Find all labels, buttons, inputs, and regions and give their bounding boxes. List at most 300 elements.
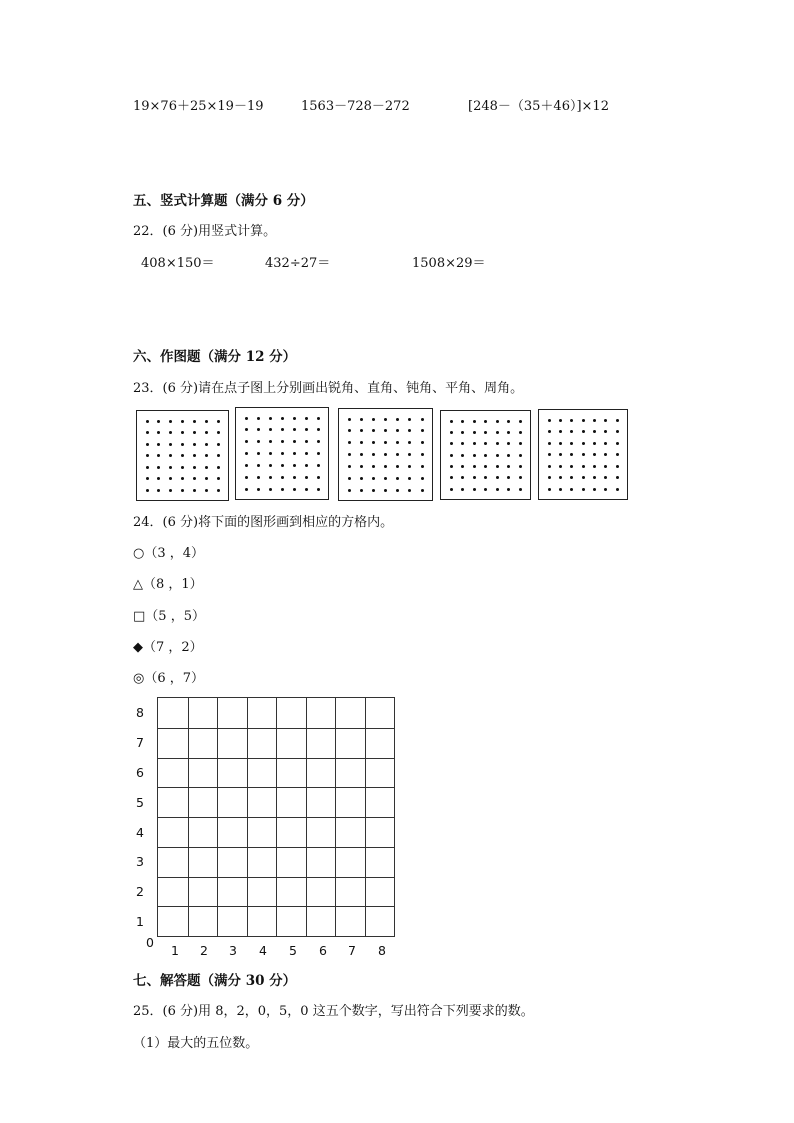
grid-line-horizontal xyxy=(158,906,394,907)
grid-dot[interactable] xyxy=(473,420,476,423)
question-22: 22．(6 分)用竖式计算。 xyxy=(133,224,277,239)
grid-dot[interactable] xyxy=(157,489,160,492)
grid-dot[interactable] xyxy=(146,454,149,457)
grid-dot[interactable] xyxy=(181,477,184,480)
grid-dot[interactable] xyxy=(360,477,363,480)
grid-dot[interactable] xyxy=(281,428,284,431)
grid-dot[interactable] xyxy=(396,441,399,444)
grid-dot[interactable] xyxy=(548,476,551,479)
grid-dot[interactable] xyxy=(193,477,196,480)
grid-dot[interactable] xyxy=(146,466,149,469)
grid-dot[interactable] xyxy=(317,452,320,455)
grid-dot[interactable] xyxy=(193,443,196,446)
grid-y-label: 8 xyxy=(136,705,144,720)
grid-y-label: 5 xyxy=(136,795,144,810)
grid-dot[interactable] xyxy=(548,453,551,456)
grid-dot[interactable] xyxy=(450,420,453,423)
grid-dot[interactable] xyxy=(616,488,619,491)
grid-dot[interactable] xyxy=(519,431,522,434)
grid-dot[interactable] xyxy=(169,477,172,480)
grid-line-vertical xyxy=(335,698,336,936)
question-25: 25．(6 分)用 8，2，0，5，0 这五个数字，写出符合下列要求的数。 xyxy=(133,1004,534,1019)
question-25-part-1: （1）最大的五位数。 xyxy=(133,1036,259,1051)
grid-dot[interactable] xyxy=(473,442,476,445)
grid-dot[interactable] xyxy=(245,476,248,479)
grid-dot[interactable] xyxy=(616,453,619,456)
grid-dot[interactable] xyxy=(461,442,464,445)
grid-line-horizontal xyxy=(158,817,394,818)
grid-dot[interactable] xyxy=(559,442,562,445)
grid-dot[interactable] xyxy=(396,418,399,421)
grid-dot[interactable] xyxy=(484,442,487,445)
grid-dot[interactable] xyxy=(461,488,464,491)
grid-line-horizontal xyxy=(158,847,394,848)
grid-x-label: 2 xyxy=(200,943,208,958)
grid-dot[interactable] xyxy=(593,453,596,456)
grid-dot[interactable] xyxy=(269,417,272,420)
grid-dot[interactable] xyxy=(507,476,510,479)
grid-dot[interactable] xyxy=(548,442,551,445)
grid-dot[interactable] xyxy=(157,431,160,434)
grid-dot[interactable] xyxy=(496,420,499,423)
grid-dot[interactable] xyxy=(396,489,399,492)
grid-dot[interactable] xyxy=(616,419,619,422)
grid-dot[interactable] xyxy=(193,420,196,423)
grid-dot[interactable] xyxy=(604,442,607,445)
grid-dot[interactable] xyxy=(396,477,399,480)
grid-y-label: 6 xyxy=(136,765,144,780)
grid-x-label: 4 xyxy=(259,943,267,958)
grid-dot[interactable] xyxy=(384,418,387,421)
grid-dot[interactable] xyxy=(604,453,607,456)
grid-dot[interactable] xyxy=(293,428,296,431)
grid-dot[interactable] xyxy=(396,429,399,432)
grid-dot[interactable] xyxy=(217,443,220,446)
grid-dot[interactable] xyxy=(616,442,619,445)
grid-dot[interactable] xyxy=(384,453,387,456)
grid-dot[interactable] xyxy=(570,419,573,422)
grid-dot[interactable] xyxy=(408,418,411,421)
grid-dot[interactable] xyxy=(519,442,522,445)
grid-dot[interactable] xyxy=(496,442,499,445)
grid-dot[interactable] xyxy=(157,454,160,457)
grid-dot[interactable] xyxy=(257,476,260,479)
grid-dot[interactable] xyxy=(281,476,284,479)
grid-dot[interactable] xyxy=(205,466,208,469)
grid-dot[interactable] xyxy=(348,477,351,480)
grid-dot[interactable] xyxy=(217,431,220,434)
grid-dot[interactable] xyxy=(372,429,375,432)
grid-dot[interactable] xyxy=(269,488,272,491)
grid-dot[interactable] xyxy=(157,477,160,480)
grid-dot[interactable] xyxy=(450,465,453,468)
grid-dot[interactable] xyxy=(348,453,351,456)
grid-dot[interactable] xyxy=(269,464,272,467)
grid-line-vertical xyxy=(365,698,366,936)
grid-dot[interactable] xyxy=(193,454,196,457)
grid-dot[interactable] xyxy=(305,476,308,479)
grid-dot[interactable] xyxy=(317,440,320,443)
grid-dot[interactable] xyxy=(317,476,320,479)
grid-dot[interactable] xyxy=(604,476,607,479)
grid-dot[interactable] xyxy=(384,429,387,432)
grid-dot[interactable] xyxy=(582,430,585,433)
grid-x-label: 6 xyxy=(319,943,327,958)
grid-dot[interactable] xyxy=(548,430,551,433)
dot-grid-1[interactable] xyxy=(136,410,229,501)
grid-dot[interactable] xyxy=(559,453,562,456)
grid-dot[interactable] xyxy=(570,465,573,468)
grid-dot[interactable] xyxy=(421,418,424,421)
grid-dot[interactable] xyxy=(559,465,562,468)
grid-dot[interactable] xyxy=(205,477,208,480)
grid-dot[interactable] xyxy=(408,465,411,468)
grid-dot[interactable] xyxy=(169,443,172,446)
grid-dot[interactable] xyxy=(217,466,220,469)
grid-dot[interactable] xyxy=(305,452,308,455)
grid-dot[interactable] xyxy=(193,466,196,469)
grid-dot[interactable] xyxy=(473,454,476,457)
grid-dot[interactable] xyxy=(181,420,184,423)
grid-dot[interactable] xyxy=(169,454,172,457)
grid-dot[interactable] xyxy=(421,477,424,480)
grid-dot[interactable] xyxy=(157,420,160,423)
grid-dot[interactable] xyxy=(348,441,351,444)
shape-coord: （8 ，1） xyxy=(143,577,203,592)
grid-dot[interactable] xyxy=(559,488,562,491)
grid-origin-label: 0 xyxy=(146,935,154,950)
grid-x-label: 3 xyxy=(229,943,237,958)
grid-dot[interactable] xyxy=(257,428,260,431)
grid-dot[interactable] xyxy=(293,452,296,455)
grid-dot[interactable] xyxy=(205,443,208,446)
grid-dot[interactable] xyxy=(559,419,562,422)
grid-dot[interactable] xyxy=(193,431,196,434)
section-6-heading: 六、作图题（满分 12 分） xyxy=(133,349,297,365)
grid-dot[interactable] xyxy=(281,417,284,420)
grid-dot[interactable] xyxy=(317,417,320,420)
shape-coord: （7 ，2） xyxy=(143,640,203,655)
grid-dot[interactable] xyxy=(496,476,499,479)
grid-dot[interactable] xyxy=(450,454,453,457)
grid-dot[interactable] xyxy=(408,489,411,492)
grid-dot[interactable] xyxy=(146,431,149,434)
grid-dot[interactable] xyxy=(257,417,260,420)
grid-dot[interactable] xyxy=(473,476,476,479)
grid-dot[interactable] xyxy=(305,417,308,420)
dot-grid-2[interactable] xyxy=(235,407,329,500)
expression-3: [248－（35＋46）]×12 xyxy=(468,99,609,114)
grid-dot[interactable] xyxy=(293,417,296,420)
grid-dot[interactable] xyxy=(360,489,363,492)
expression-2: 1563－728－272 xyxy=(301,99,410,114)
grid-dot[interactable] xyxy=(305,464,308,467)
grid-dot[interactable] xyxy=(348,418,351,421)
grid-dot[interactable] xyxy=(582,488,585,491)
grid-dot[interactable] xyxy=(193,489,196,492)
vertical-calc-2: 432÷27＝ xyxy=(265,256,331,271)
grid-dot[interactable] xyxy=(593,442,596,445)
grid-dot[interactable] xyxy=(205,454,208,457)
grid-dot[interactable] xyxy=(507,442,510,445)
grid-x-label: 1 xyxy=(171,943,179,958)
grid-dot[interactable] xyxy=(157,466,160,469)
grid-dot[interactable] xyxy=(582,419,585,422)
grid-dot[interactable] xyxy=(461,420,464,423)
shape-bullseye-item xyxy=(133,671,204,687)
vertical-calc-1: 408×150＝ xyxy=(141,256,215,271)
grid-dot[interactable] xyxy=(169,466,172,469)
grid-dot[interactable] xyxy=(305,428,308,431)
grid-dot[interactable] xyxy=(146,420,149,423)
grid-dot[interactable] xyxy=(548,488,551,491)
circle-icon: ○ xyxy=(133,546,145,561)
grid-dot[interactable] xyxy=(616,476,619,479)
dot-grid-4[interactable] xyxy=(440,410,531,500)
grid-y-label: 4 xyxy=(136,825,144,840)
grid-dot[interactable] xyxy=(293,440,296,443)
grid-dot[interactable] xyxy=(519,454,522,457)
grid-dot[interactable] xyxy=(217,489,220,492)
grid-dot[interactable] xyxy=(269,428,272,431)
grid-dot[interactable] xyxy=(519,476,522,479)
grid-dot[interactable] xyxy=(421,465,424,468)
grid-dot[interactable] xyxy=(384,441,387,444)
grid-dot[interactable] xyxy=(384,477,387,480)
grid-dot[interactable] xyxy=(421,453,424,456)
grid-dot[interactable] xyxy=(593,488,596,491)
grid-dot[interactable] xyxy=(473,465,476,468)
grid-dot[interactable] xyxy=(519,465,522,468)
grid-dot[interactable] xyxy=(293,464,296,467)
grid-dot[interactable] xyxy=(582,442,585,445)
grid-dot[interactable] xyxy=(293,476,296,479)
grid-dot[interactable] xyxy=(146,477,149,480)
grid-dot[interactable] xyxy=(245,428,248,431)
grid-dot[interactable] xyxy=(559,476,562,479)
grid-dot[interactable] xyxy=(484,420,487,423)
grid-dot[interactable] xyxy=(461,465,464,468)
shape-diamond-item xyxy=(133,640,203,656)
grid-dot[interactable] xyxy=(507,488,510,491)
grid-dot[interactable] xyxy=(245,488,248,491)
grid-dot[interactable] xyxy=(269,440,272,443)
grid-dot[interactable] xyxy=(372,477,375,480)
grid-dot[interactable] xyxy=(169,420,172,423)
grid-dot[interactable] xyxy=(360,465,363,468)
dot-grid-3[interactable] xyxy=(338,408,433,501)
grid-dot[interactable] xyxy=(384,489,387,492)
grid-dot[interactable] xyxy=(408,429,411,432)
grid-dot[interactable] xyxy=(570,488,573,491)
grid-dot[interactable] xyxy=(484,488,487,491)
grid-dot[interactable] xyxy=(421,429,424,432)
grid-dot[interactable] xyxy=(450,442,453,445)
grid-dot[interactable] xyxy=(408,441,411,444)
grid-dot[interactable] xyxy=(450,488,453,491)
grid-dot[interactable] xyxy=(372,441,375,444)
triangle-icon: △ xyxy=(133,577,143,592)
grid-dot[interactable] xyxy=(181,431,184,434)
grid-dot[interactable] xyxy=(570,442,573,445)
grid-dot[interactable] xyxy=(408,477,411,480)
grid-dot[interactable] xyxy=(616,430,619,433)
grid-dot[interactable] xyxy=(507,454,510,457)
grid-dot[interactable] xyxy=(281,452,284,455)
grid-dot[interactable] xyxy=(570,453,573,456)
grid-dot[interactable] xyxy=(616,465,619,468)
grid-dot[interactable] xyxy=(593,419,596,422)
grid-dot[interactable] xyxy=(146,489,149,492)
shape-triangle-item xyxy=(133,577,203,593)
grid-dot[interactable] xyxy=(421,441,424,444)
grid-dot[interactable] xyxy=(293,488,296,491)
shape-square-item xyxy=(133,609,205,625)
grid-dot[interactable] xyxy=(269,452,272,455)
grid-dot[interactable] xyxy=(169,431,172,434)
grid-dot[interactable] xyxy=(507,465,510,468)
grid-dot[interactable] xyxy=(317,428,320,431)
grid-dot[interactable] xyxy=(257,464,260,467)
square-icon: □ xyxy=(133,609,146,624)
vertical-calc-3: 1508×29＝ xyxy=(412,256,486,271)
grid-dot[interactable] xyxy=(257,488,260,491)
grid-dot[interactable] xyxy=(205,431,208,434)
grid-dot[interactable] xyxy=(570,476,573,479)
grid-dot[interactable] xyxy=(496,488,499,491)
grid-y-label: 7 xyxy=(136,735,144,750)
shape-coord: （5 ，5） xyxy=(145,609,205,624)
grid-dot[interactable] xyxy=(559,430,562,433)
grid-dot[interactable] xyxy=(604,430,607,433)
section-7-heading: 七、解答题（满分 30 分） xyxy=(133,973,297,989)
grid-dot[interactable] xyxy=(450,476,453,479)
grid-dot[interactable] xyxy=(360,429,363,432)
grid-dot[interactable] xyxy=(348,489,351,492)
grid-dot[interactable] xyxy=(450,431,453,434)
grid-dot[interactable] xyxy=(582,476,585,479)
grid-dot[interactable] xyxy=(257,440,260,443)
grid-dot[interactable] xyxy=(305,440,308,443)
section-5-heading: 五、竖式计算题（满分 6 分） xyxy=(133,193,314,209)
grid-dot[interactable] xyxy=(146,443,149,446)
grid-dot[interactable] xyxy=(484,476,487,479)
expression-1: 19×76＋25×19－19 xyxy=(133,99,264,114)
grid-dot[interactable] xyxy=(257,452,260,455)
grid-dot[interactable] xyxy=(181,489,184,492)
grid-dot[interactable] xyxy=(372,453,375,456)
grid-dot[interactable] xyxy=(181,454,184,457)
grid-dot[interactable] xyxy=(305,488,308,491)
grid-dot[interactable] xyxy=(604,419,607,422)
grid-dot[interactable] xyxy=(181,466,184,469)
grid-dot[interactable] xyxy=(548,419,551,422)
grid-dot[interactable] xyxy=(507,431,510,434)
grid-line-vertical xyxy=(306,698,307,936)
grid-dot[interactable] xyxy=(484,465,487,468)
grid-dot[interactable] xyxy=(582,453,585,456)
grid-y-label: 3 xyxy=(136,854,144,869)
grid-dot[interactable] xyxy=(507,420,510,423)
grid-dot[interactable] xyxy=(396,465,399,468)
grid-dot[interactable] xyxy=(461,476,464,479)
coordinate-grid[interactable] xyxy=(157,697,395,937)
grid-dot[interactable] xyxy=(593,430,596,433)
grid-dot[interactable] xyxy=(496,454,499,457)
bullseye-icon: ◎ xyxy=(133,671,145,686)
grid-dot[interactable] xyxy=(245,452,248,455)
shape-circle-item xyxy=(133,546,204,562)
grid-dot[interactable] xyxy=(157,443,160,446)
grid-dot[interactable] xyxy=(372,418,375,421)
grid-y-label: 1 xyxy=(136,914,144,929)
grid-dot[interactable] xyxy=(593,465,596,468)
grid-dot[interactable] xyxy=(205,420,208,423)
question-24: 24．(6 分)将下面的图形画到相应的方格内。 xyxy=(133,515,394,530)
grid-dot[interactable] xyxy=(169,489,172,492)
grid-dot[interactable] xyxy=(473,488,476,491)
grid-dot[interactable] xyxy=(348,465,351,468)
grid-dot[interactable] xyxy=(205,489,208,492)
grid-dot[interactable] xyxy=(408,453,411,456)
grid-dot[interactable] xyxy=(484,454,487,457)
grid-dot[interactable] xyxy=(372,489,375,492)
grid-dot[interactable] xyxy=(245,417,248,420)
grid-dot[interactable] xyxy=(473,431,476,434)
grid-dot[interactable] xyxy=(348,429,351,432)
grid-dot[interactable] xyxy=(181,443,184,446)
grid-dot[interactable] xyxy=(217,454,220,457)
grid-line-horizontal xyxy=(158,877,394,878)
grid-dot[interactable] xyxy=(317,464,320,467)
grid-dot[interactable] xyxy=(317,488,320,491)
shape-coord: （6 ，7） xyxy=(144,671,205,686)
grid-dot[interactable] xyxy=(421,489,424,492)
grid-dot[interactable] xyxy=(548,465,551,468)
grid-dot[interactable] xyxy=(372,465,375,468)
grid-dot[interactable] xyxy=(593,476,596,479)
grid-dot[interactable] xyxy=(461,431,464,434)
grid-dot[interactable] xyxy=(570,430,573,433)
grid-dot[interactable] xyxy=(245,464,248,467)
grid-dot[interactable] xyxy=(519,420,522,423)
grid-dot[interactable] xyxy=(269,476,272,479)
grid-dot[interactable] xyxy=(360,453,363,456)
grid-dot[interactable] xyxy=(281,464,284,467)
question-23: 23．(6 分)请在点子图上分别画出锐角、直角、钝角、平角、周角。 xyxy=(133,381,524,396)
grid-dot[interactable] xyxy=(281,440,284,443)
grid-dot[interactable] xyxy=(217,420,220,423)
grid-dot[interactable] xyxy=(496,465,499,468)
dot-grid-5[interactable] xyxy=(538,409,628,500)
grid-dot[interactable] xyxy=(281,488,284,491)
grid-dot[interactable] xyxy=(360,441,363,444)
grid-dot[interactable] xyxy=(519,488,522,491)
grid-dot[interactable] xyxy=(461,454,464,457)
grid-dot[interactable] xyxy=(604,488,607,491)
grid-dot[interactable] xyxy=(384,465,387,468)
grid-dot[interactable] xyxy=(217,477,220,480)
grid-dot[interactable] xyxy=(582,465,585,468)
shape-coord: （3 ，4） xyxy=(144,546,205,561)
diamond-icon: ◆ xyxy=(133,640,143,655)
grid-dot[interactable] xyxy=(484,431,487,434)
grid-dot[interactable] xyxy=(396,453,399,456)
grid-dot[interactable] xyxy=(604,465,607,468)
grid-dot[interactable] xyxy=(496,431,499,434)
grid-dot[interactable] xyxy=(360,418,363,421)
grid-dot[interactable] xyxy=(245,440,248,443)
